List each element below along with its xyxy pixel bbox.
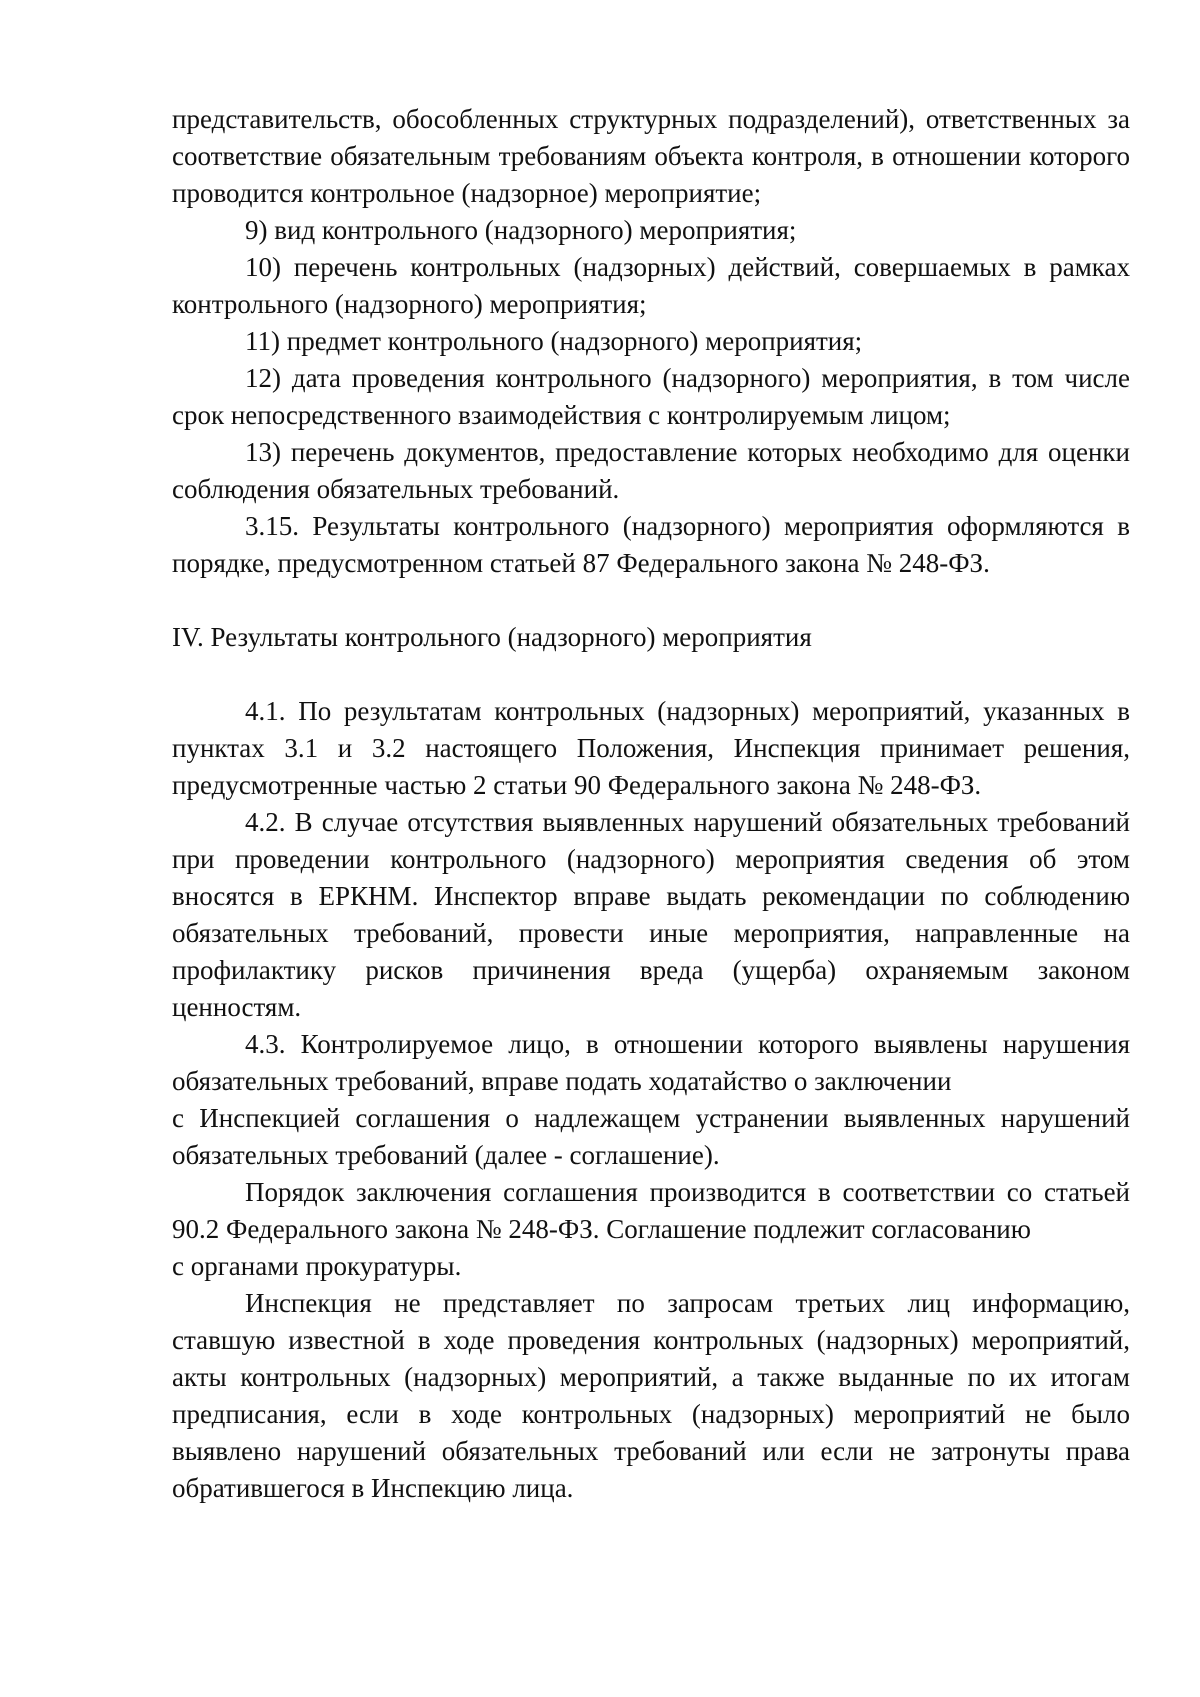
paragraph-agreement-order-continuation: с органами прокуратуры. [172,1251,462,1281]
paragraph-4-2: 4.2. В случае отсутствия выявленных нарушений обязательных требований при проведении контрольного (надзорного) мероприятия сведения об этом вносятся в ЕРКНМ. Инспектор вправе выдать рекомендации по соблюдению обязательных требований, провести иные мероприятия, направленные на профилактику рисков причинения вреда (ущерба) охраняемым законом ценностям. [172,807,1130,1022]
paragraph-item-10: 10) перечень контрольных (надзорных) действий, совершаемых в рамках контрольного (надзорного) мероприятия; [172,252,1130,319]
paragraph-continuation: представительств, обособленных структурных подразделений), ответственных за соответствие обязательным требованиям объекта контроля, в отношении которого проводится контрольное (надзорное) мероприятие; [172,104,1130,208]
paragraph-item-12: 12) дата проведения контрольного (надзорного) мероприятия, в том числе срок непосредственного взаимодействия с контролируемым лицом; [172,363,1130,430]
paragraph-agreement-order: Порядок заключения соглашения производится в соответствии со статьей 90.2 Федерального закона № 248-ФЗ. Соглашение подлежит согласованию [172,1177,1130,1244]
paragraph-4-1: 4.1. По результатам контрольных (надзорных) мероприятий, указанных в пунктах 3.1 и 3.2 настоящего Положения, Инспекция принимает решения, предусмотренные частью 2 статьи 90 Федерального закона № 248-ФЗ. [172,696,1130,800]
paragraph-item-13: 13) перечень документов, предоставление которых необходимо для оценки соблюдения обязательных требований. [172,437,1130,504]
section-heading: IV. Результаты контрольного (надзорного) мероприятия [172,622,812,652]
paragraph-information-disclosure: Инспекция не представляет по запросам третьих лиц информацию, ставшую известной в ходе проведения контрольных (надзорных) мероприятий, акты контрольных (надзорных) мероприятий, а также выданные по их итогам предписания, если в ходе контрольных (надзорных) мероприятий не было выявлено нарушений обязательных требований или если не затронуты права обратившегося в Инспекцию лица. [172,1288,1130,1503]
paragraph-4-3: 4.3. Контролируемое лицо, в отношении которого выявлены нарушения обязательных требований, вправе подать ходатайство о заключении [172,1029,1130,1096]
paragraph-3-15: 3.15. Результаты контрольного (надзорного) мероприятия оформляются в порядке, предусмотренном статьей 87 Федерального закона № 248-ФЗ. [172,511,1130,578]
paragraph-item-11: 11) предмет контрольного (надзорного) мероприятия; [245,326,863,356]
document-page [172,101,1130,1507]
paragraph-item-9: 9) вид контрольного (надзорного) мероприятия; [245,215,797,245]
paragraph-4-3-continuation: с Инспекцией соглашения о надлежащем устранении выявленных нарушений обязательных требований (далее - соглашение). [172,1103,1130,1170]
